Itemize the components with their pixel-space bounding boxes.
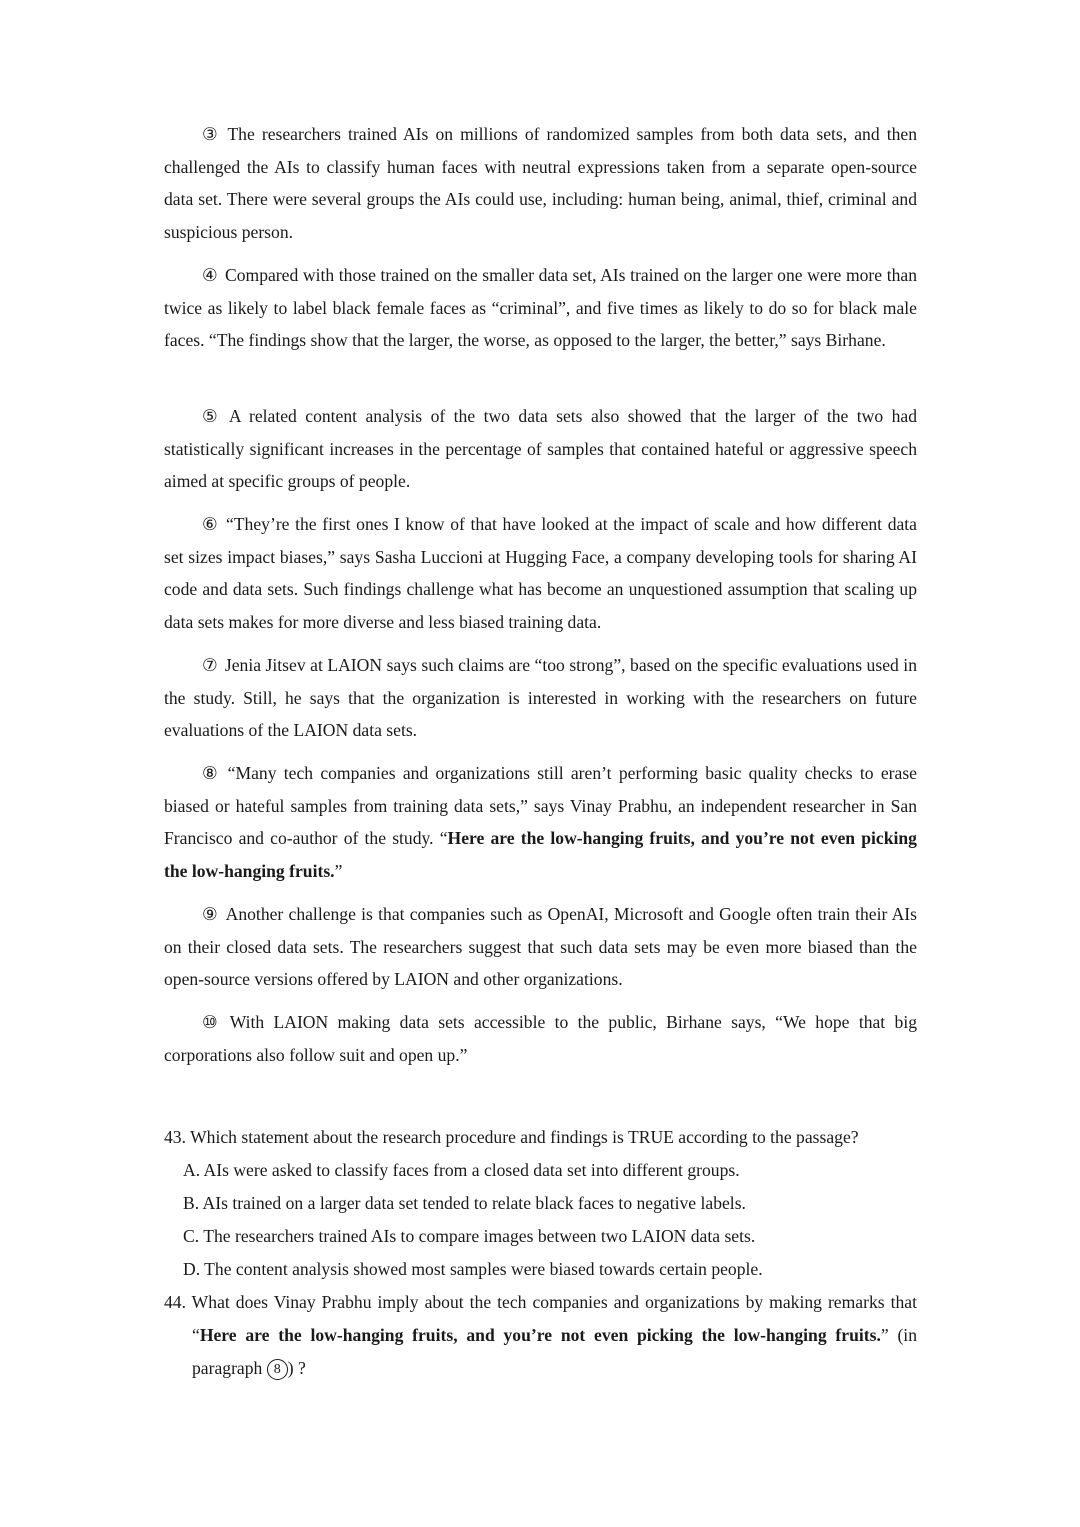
question-stem-end: ) ? [287, 1358, 306, 1378]
question-44 [164, 1286, 917, 1385]
paragraph-text: Compared with those trained on the smaller data set, AIs trained on the larger one were more than twice as likely to label black female faces as “criminal”, and five times as likely to do so for black male faces. “The findings show that the larger, the worse, as opposed to the larger, the better,” says Birhane. [164, 265, 917, 351]
question-43 [164, 1121, 917, 1286]
paragraph-7 [164, 649, 917, 747]
paragraph-number: ⑥ [202, 514, 219, 534]
paragraph-6 [164, 508, 917, 639]
option-d: D. The content analysis showed most samples were biased towards certain people. [183, 1259, 763, 1279]
paragraph-number: ⑧ [202, 763, 221, 783]
question-stem: 44. What does Vinay Prabhu imply about the tech companies and organizations by making remarks that “ [164, 1292, 917, 1345]
paragraph-text: “They’re the first ones I know of that have looked at the impact of scale and how different data set sizes impact biases,” says Sasha Luccioni at Hugging Face, a company developing tools for sharing AI code and data sets. Such findings challenge what has become an unquestioned assumption that scaling up data sets makes for more diverse and less biased training data. [164, 514, 917, 633]
paragraph-text: With LAION making data sets accessible to the public, Birhane says, “We hope that big corporations also follow suit and open up.” [164, 1012, 917, 1065]
paragraph-number: ⑨ [202, 904, 219, 924]
question-stem: 43. Which statement about the research procedure and findings is TRUE according to the passage? [164, 1127, 859, 1147]
quote-close: ” [334, 861, 343, 882]
paragraph-number: ③ [202, 124, 221, 144]
option-a: A. AIs were asked to classify faces from a closed data set into different groups. [183, 1160, 740, 1180]
paragraph-number: ④ [202, 265, 218, 285]
paragraph-text: Jenia Jitsev at LAION says such claims are “too strong”, based on the specific evaluations used in the study. Still, he says that the organization is interested in working with the researchers on future evaluations of the LAION data sets. [164, 655, 917, 741]
quote-bold: Here are the low-hanging fruits, and you’re not even picking the low-hanging fruits. [164, 828, 917, 882]
paragraph-number: ⑩ [202, 1012, 223, 1032]
paragraph-8 [164, 757, 917, 888]
paragraph-text: The researchers trained AIs on millions of randomized samples from both data sets, and then challenged the AIs to classify human faces with neutral expressions taken from a separate open-source data set. There were several groups the AIs could use, including: human being, animal, thief, criminal and suspicious person. [164, 124, 917, 243]
quote-bold: Here are the low-hanging fruits, and you’re not even picking the low-hanging fruits. [199, 1325, 881, 1345]
paragraph-3 [164, 118, 917, 249]
paragraph-text: “Many tech companies and organizations still aren’t performing basic quality checks to erase biased or hateful samples from training data sets,” says Vinay Prabhu, an independent researcher in San Francisco and co-author of the study. “ [164, 763, 917, 849]
paragraph-number: ⑦ [202, 655, 218, 675]
paragraph-9 [164, 898, 917, 996]
option-b: B. AIs trained on a larger data set tended to relate black faces to negative labels. [183, 1193, 746, 1213]
paragraph-4 [164, 259, 917, 357]
paragraph-10 [164, 1006, 917, 1071]
paragraph-number: ⑤ [202, 406, 222, 426]
paragraph-text: Another challenge is that companies such as OpenAI, Microsoft and Google often train their AIs on their closed data sets. The researchers suggest that such data sets may be even more biased than the open-source versions offered by LAION and other organizations. [164, 904, 917, 990]
paragraph-text: A related content analysis of the two data sets also showed that the larger of the two had statistically significant increases in the percentage of samples that contained hateful or aggressive speech aimed at specific groups of people. [164, 406, 917, 492]
paragraph-ref-circle: 8 [267, 1359, 288, 1380]
paragraph-5 [164, 400, 917, 498]
question-stem-cont: ” (in paragraph [192, 1325, 917, 1378]
option-c: C. The researchers trained AIs to compare images between two LAION data sets. [183, 1226, 756, 1246]
